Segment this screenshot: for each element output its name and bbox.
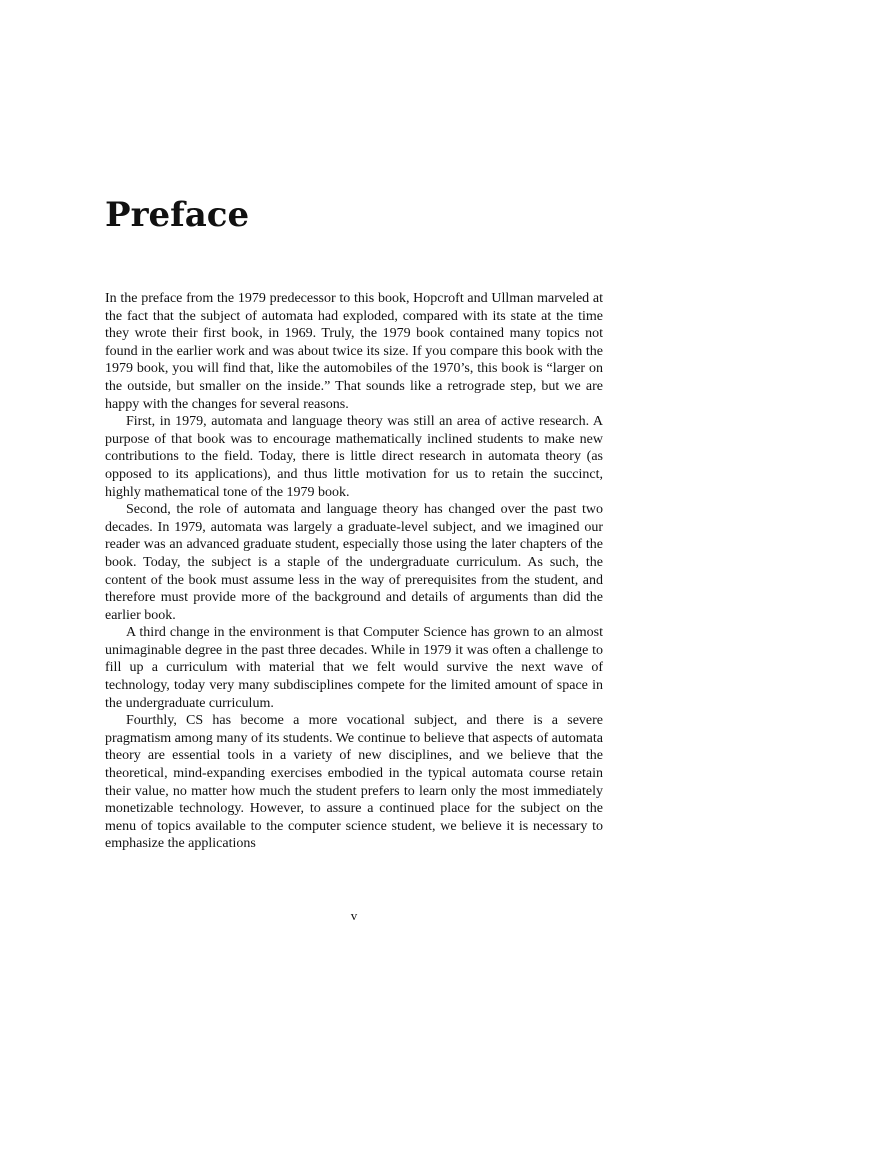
paragraph-3: Second, the role of automata and language theory has changed over the past two decades. In 1979, automata was largely a graduate-level subject, and we imagined our reader was an advanced graduate student, especially those using the later chapters of the book. Today, the subject is a staple of the undergraduate curriculum. As such, the content of the book must assume less in the way of prerequisites from the student, and therefore must provide more of the background and details of arguments than did the earlier book. — [105, 502, 603, 623]
paragraph-1: In the preface from the 1979 predecessor to this book, Hopcroft and Ullman marveled at the fact that the subject of automata had exploded, compared with its state at the time they wrote their first book, in 1969. Truly, the 1979 book contained many topics not found in the earlier work and was about twice its size. If you compare this book with the 1979 book, you will find that, like the automobiles of the 1970’s, this book is “larger on the outside, but smaller on the inside.” That sounds like a retrograde step, but we are happy with the changes for several reasons. — [105, 291, 603, 412]
page-number: v — [350, 908, 358, 923]
preface-body — [105, 290, 603, 853]
chapter-title: Preface — [105, 195, 250, 235]
paragraph-2: First, in 1979, automata and language theory was still an area of active research. A purpose of that book was to encourage mathematically inclined students to make new contributions to the field. Today, there is little direct research in automata theory (as opposed to its applications), and thus little motivation for us to retain the succinct, highly mathematical tone of the 1979 book. — [105, 414, 603, 500]
paragraph-4: A third change in the environment is that Computer Science has grown to an almost unimaginable degree in the past three decades. While in 1979 it was often a challenge to fill up a curriculum with material that we felt would survive the next wave of technology, today very many subdisciplines compete for the limited amount of space in the undergraduate curriculum. — [105, 625, 603, 711]
paragraph-5: Fourthly, CS has become a more vocational subject, and there is a severe pragmatism among many of its students. We continue to believe that aspects of automata theory are essential tools in a variety of new disciplines, and we believe that the theoretical, mind-expanding exercises embodied in the typical automata course retain their value, no matter how much the student prefers to learn only the most immediately monetizable technology. However, to assure a continued place for the subject on the menu of topics available to the computer science student, we believe it is necessary to emphasize the applications — [105, 713, 603, 852]
